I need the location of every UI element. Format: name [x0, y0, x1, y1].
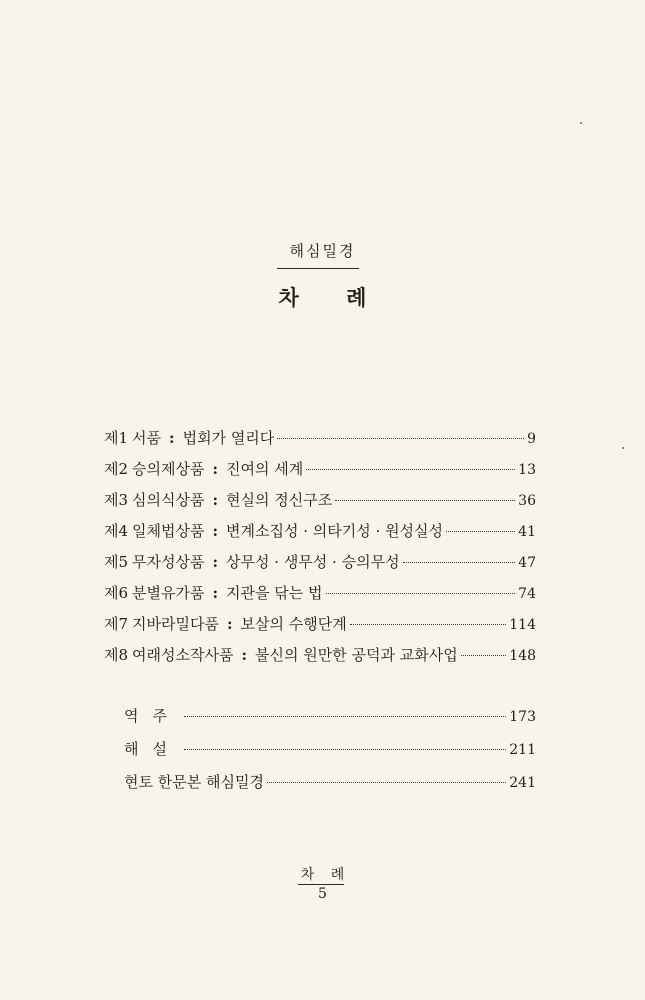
chapter-subtitle: 보살의 수행단계: [240, 615, 347, 633]
chapter-title: 서품: [132, 429, 162, 447]
chapter-number: 제7: [104, 615, 129, 633]
toc-chapter-list: [104, 427, 536, 675]
toc-entry[interactable]: [104, 582, 536, 613]
chapter-subtitle: 변계소집성 · 의타기성 · 원성실성: [226, 522, 444, 540]
title-rule: [277, 268, 359, 269]
chapter-separator: :: [241, 646, 248, 664]
toc-entry-label: [104, 489, 332, 510]
chapter-title: 심의식상품: [132, 491, 205, 509]
toc-entry[interactable]: [104, 644, 536, 675]
dot-leader: [184, 716, 506, 717]
page-number: 13: [518, 462, 536, 478]
chapter-separator: :: [212, 522, 219, 540]
toc-entry[interactable]: [104, 613, 536, 644]
appendix-label: 역주: [124, 707, 181, 725]
toc-entry[interactable]: [104, 458, 536, 489]
page-number: 36: [518, 493, 536, 509]
toc-entry-label: [104, 520, 443, 541]
running-footer-label: 차 례: [300, 867, 351, 883]
toc-entry-label: [104, 427, 274, 448]
book-title: 해심밀경: [289, 242, 356, 260]
page-number: 211: [509, 742, 536, 758]
page-number: 74: [518, 586, 536, 602]
dot-leader: [306, 469, 515, 470]
toc-entry[interactable]: [124, 771, 536, 804]
chapter-subtitle: 지관을 닦는 법: [226, 584, 323, 602]
chapter-number: 제3: [104, 491, 129, 509]
page-number: 148: [509, 648, 536, 664]
chapter-separator: :: [212, 460, 219, 478]
dot-leader: [184, 749, 506, 750]
appendix-label: 현토 한문본 해심밀경: [124, 773, 264, 791]
footer-page-number: 5: [318, 886, 327, 902]
chapter-number: 제8: [104, 646, 129, 664]
toc-entry-label: [104, 613, 347, 634]
toc-entry[interactable]: [104, 489, 536, 520]
chapter-subtitle: 법회가 열리다: [182, 429, 275, 447]
dot-leader: [277, 438, 524, 439]
page-number: 114: [509, 617, 536, 633]
toc-entry[interactable]: [104, 551, 536, 582]
dot-leader: [403, 562, 516, 563]
toc-appendix-list: [124, 705, 536, 804]
page-number: 9: [527, 431, 536, 447]
toc-entry[interactable]: [104, 520, 536, 551]
dot-leader: [461, 655, 507, 656]
chapter-separator: :: [227, 615, 233, 633]
chapter-subtitle: 불신의 원만한 공덕과 교화사업: [255, 646, 458, 664]
chapter-subtitle: 상무성 · 생무성 · 승의무성: [226, 553, 400, 571]
page-number: 241: [509, 775, 536, 791]
chapter-separator: :: [212, 584, 219, 602]
chapter-number: 제6: [104, 584, 129, 602]
toc-entry-label: [104, 644, 458, 665]
dot-leader: [335, 500, 515, 501]
chapter-title: 일체법상품: [132, 522, 205, 540]
page-number: 47: [518, 555, 536, 571]
paper-speck: [622, 447, 624, 449]
chapter-number: 제4: [104, 522, 129, 540]
chapter-number: 제2: [104, 460, 129, 478]
footer-rule: [298, 884, 344, 885]
chapter-subtitle: 현실의 정신구조: [226, 491, 333, 509]
dot-leader: [267, 782, 506, 783]
chapter-separator: :: [169, 429, 175, 447]
toc-entry[interactable]: [124, 705, 536, 738]
toc-heading: 차 례: [278, 285, 387, 310]
chapter-separator: :: [212, 491, 219, 509]
chapter-number: 제1: [104, 429, 129, 447]
toc-entry[interactable]: [124, 738, 536, 771]
chapter-title: 승의제상품: [132, 460, 205, 478]
chapter-separator: :: [212, 553, 219, 571]
toc-entry-label: [104, 551, 400, 572]
page-number: 173: [509, 709, 536, 725]
paper-speck: [580, 122, 582, 124]
chapter-subtitle: 진여의 세계: [226, 460, 304, 478]
chapter-title: 지바라밀다품: [132, 615, 219, 633]
chapter-title: 무자성상품: [132, 553, 205, 571]
chapter-number: 제5: [104, 553, 129, 571]
chapter-title: 여래성소작사품: [132, 646, 234, 664]
dot-leader: [446, 531, 515, 532]
dot-leader: [350, 624, 507, 625]
chapter-title: 분별유가품: [132, 584, 205, 602]
page-number: 41: [518, 524, 536, 540]
toc-entry-label: [104, 458, 303, 479]
appendix-label: 해설: [124, 740, 181, 758]
toc-entry[interactable]: [104, 427, 536, 458]
dot-leader: [326, 593, 516, 594]
toc-entry-label: [104, 582, 323, 603]
